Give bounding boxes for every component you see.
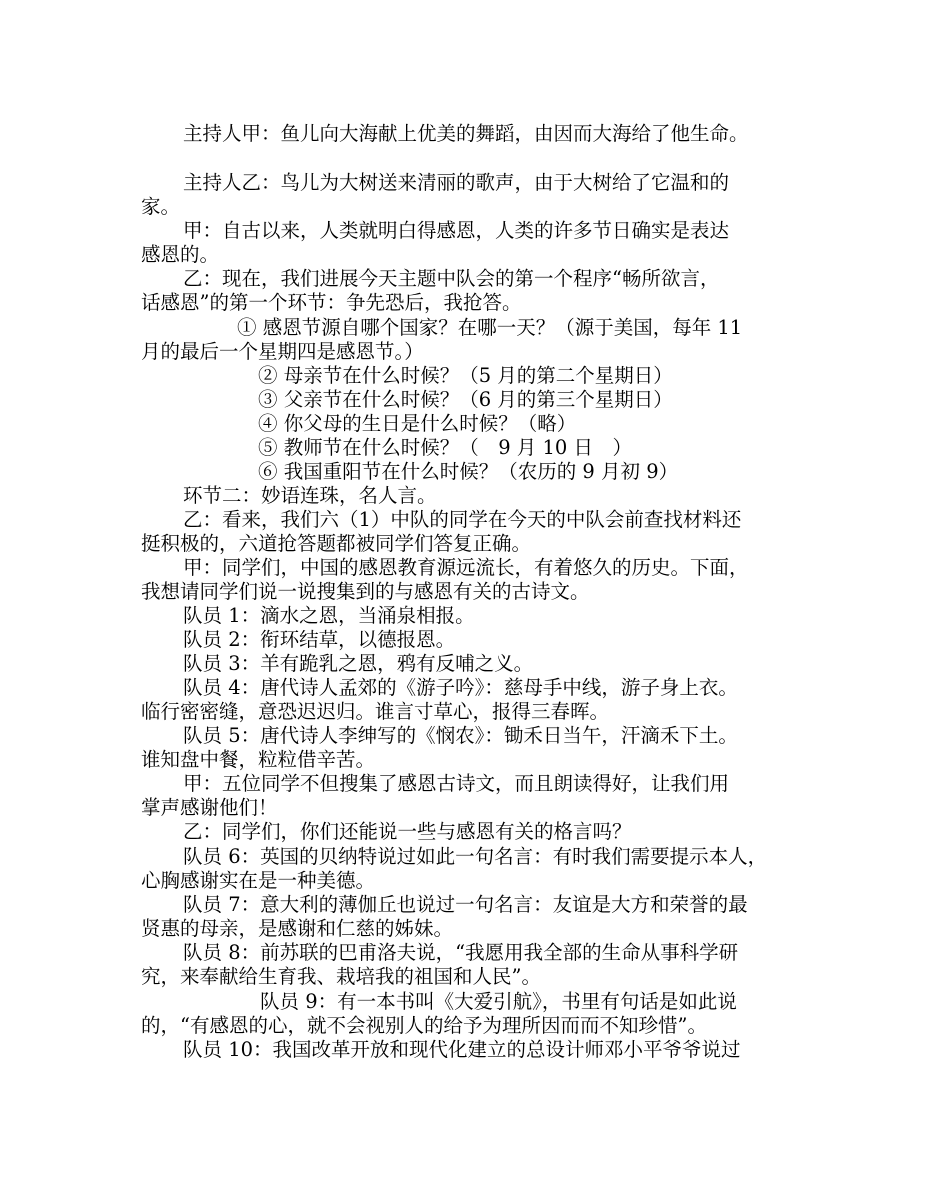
text-line: 话感恩”的第一个环节：争先恐后，我抢答。	[141, 291, 522, 314]
text-line: 队员 5：唐代诗人李绅写的《悯农》：锄禾日当午，汗滴禾下土。	[183, 724, 738, 747]
paragraph	[141, 508, 821, 556]
paragraph	[141, 219, 821, 267]
text-line: 甲：自古以来，人类就明白得感恩，人类的许多节日确实是表达	[183, 219, 730, 242]
text-line: ③ 父亲节在什么时候？（6 月的第三个星期日）	[258, 388, 673, 411]
paragraph	[141, 436, 821, 460]
paragraph	[141, 556, 821, 604]
paragraph	[141, 845, 821, 893]
text-line: ⑤ 教师节在什么时候？（ 9 月 10 日 ）	[258, 436, 633, 459]
paragraph	[141, 893, 821, 941]
paragraph	[141, 676, 821, 724]
text-line: 队员 7：意大利的薄伽丘也说过一句名言：友谊是大方和荣誉的最	[183, 893, 748, 916]
text-line: ① 感恩节源自哪个国家？在哪一天？（源于美国，每年 11	[237, 316, 743, 339]
paragraph	[141, 941, 821, 989]
paragraph	[141, 628, 821, 652]
paragraph	[141, 122, 821, 146]
paragraph	[141, 267, 821, 315]
paragraph	[141, 604, 821, 628]
text-line: 主持人甲：鱼儿向大海献上优美的舞蹈，由因而大海给了他生命。	[183, 122, 749, 145]
text-line: 队员 9：有一本书叫《大爱引航》，书里有句话是如此说	[260, 990, 737, 1013]
text-line: 临行密密缝，意恐迟迟归。谁言寸草心，报得三春晖。	[141, 700, 610, 723]
text-line: 挺积极的，六道抢答题都被同学们答复正确。	[141, 532, 532, 555]
paragraph	[141, 388, 821, 412]
text-line: ④ 你父母的生日是什么时候？（略）	[258, 412, 577, 435]
paragraph	[141, 652, 821, 676]
paragraph	[141, 990, 821, 1038]
text-line: 我想请同学们说一说搜集到的与感恩有关的古诗文。	[141, 580, 590, 603]
text-line: 乙：现在，我们进展今天主题中队会的第一个程序“畅所欲言，	[183, 267, 720, 290]
text-line: 的，“有感恩的心，就不会视别人的给予为理所因而而不知珍惜”。	[141, 1014, 707, 1037]
text-line: 月的最后一个星期四是感恩节。）	[141, 340, 424, 363]
paragraph	[141, 772, 821, 820]
paragraph	[141, 364, 821, 388]
text-line: 队员 4：唐代诗人孟郊的《游子吟》：慈母手中线，游子身上衣。	[183, 676, 738, 699]
text-line: 究，来奉献给生育我、栽培我的祖国和人民”。	[141, 965, 541, 988]
text-line: 贤惠的母亲，是感谢和仁慈的姊妹。	[141, 917, 454, 940]
text-line: 队员 2：衔环结草，以德报恩。	[183, 628, 456, 651]
text-line: 乙：看来，我们六（1）中队的同学在今天的中队会前查找材料还	[183, 508, 742, 531]
paragraph	[141, 412, 821, 436]
text-line: 主持人乙：鸟儿为大树送来清丽的歌声，由于大树给了它温和的	[183, 171, 730, 194]
paragraph	[141, 316, 821, 364]
paragraph	[141, 1038, 821, 1062]
text-line: 队员 6：英国的贝纳特说过如此一句名言：有时我们需要提示本人，	[183, 845, 768, 868]
text-line: 谁知盘中餐，粒粒借辛苦。	[141, 748, 376, 771]
paragraph	[141, 820, 821, 844]
text-line: 队员 10：我国改革开放和现代化建立的总设计师邓小平爷爷说过	[183, 1038, 741, 1061]
paragraph	[141, 724, 821, 772]
text-line: ⑥ 我国重阳节在什么时候？（农历的 9 月初 9）	[258, 460, 679, 483]
text-line: 环节二：妙语连珠，名人言。	[183, 484, 437, 507]
text-line: 队员 8：前苏联的巴甫洛夫说，“我愿用我全部的生命从事科学研	[183, 941, 739, 964]
text-line: ② 母亲节在什么时候？（5 月的第二个星期日）	[258, 364, 673, 387]
paragraph	[141, 171, 821, 219]
text-line: 乙：同学们，你们还能说一些与感恩有关的格言吗？	[183, 820, 632, 843]
text-line: 家。	[141, 195, 181, 218]
text-line: 心胸感谢实在是一种美德。	[141, 869, 376, 892]
text-line: 甲：五位同学不但搜集了感恩古诗文，而且朗读得好，让我们用	[183, 772, 730, 795]
text-line: 甲：同学们，中国的感恩教育源远流长，有着悠久的历史。下面，	[183, 556, 749, 579]
text-line: 队员 3：羊有跪乳之恩，鸦有反哺之义。	[183, 652, 534, 675]
paragraph	[141, 460, 821, 484]
text-line: 感恩的。	[141, 243, 220, 266]
text-line: 队员 1：滴水之恩，当涌泉相报。	[183, 604, 475, 627]
paragraph	[141, 484, 821, 508]
text-line: 掌声感谢他们！	[141, 796, 278, 819]
